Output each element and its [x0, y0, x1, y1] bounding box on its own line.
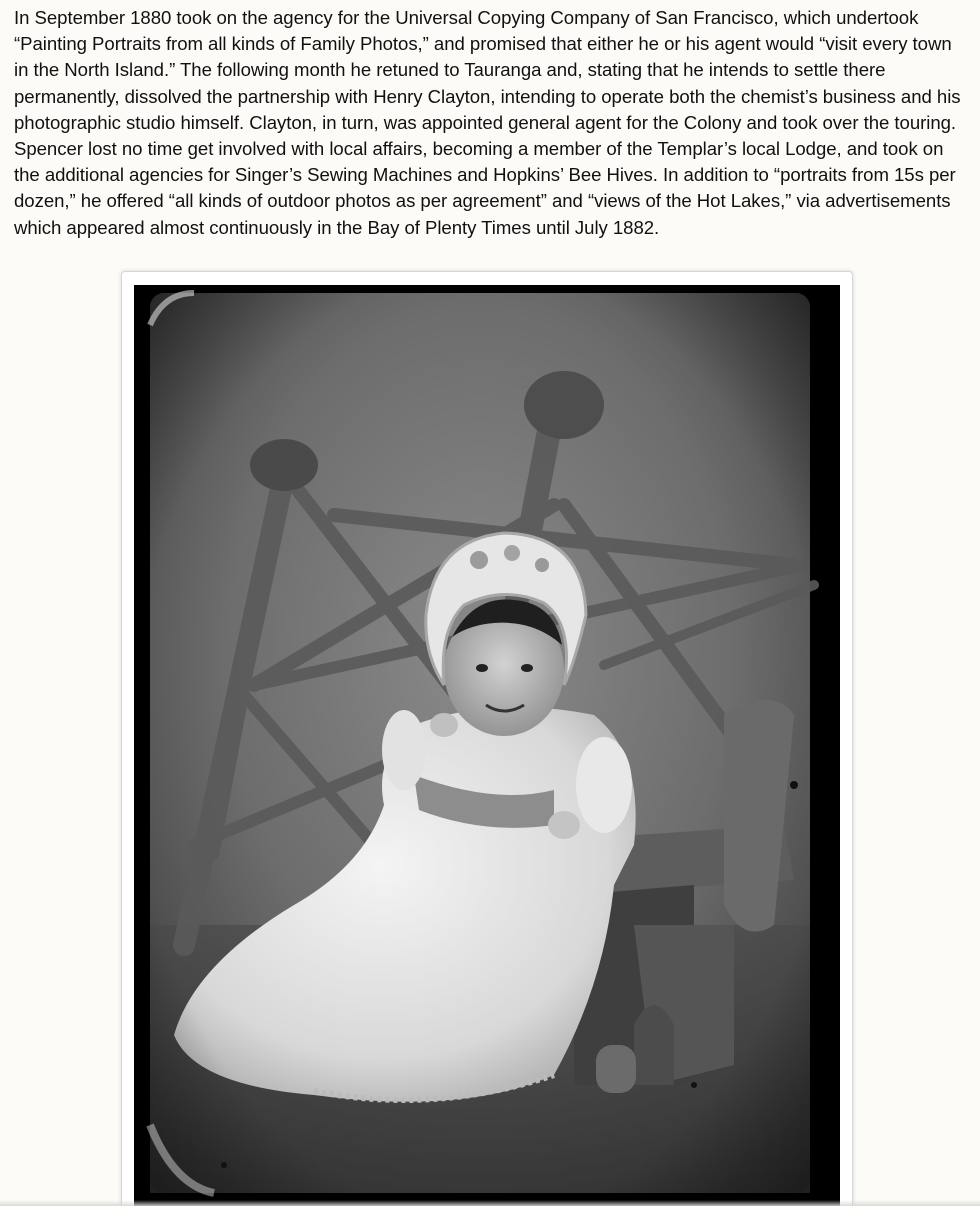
- portrait-photograph: [134, 285, 840, 1206]
- article-paragraph: In September 1880 took on the agency for the Universal Copying Company of San Francisco, which undertook “Painting Portraits from all kinds of Family Photos,” and promised that either he or his agent would “visit every town in the North Island.” The following month he retuned to Tauranga and, stating that he intends to settle there permanently, dissolved the partnership with Henry Clayton, intending to operate both the chemist’s business and his photographic studio himself. Clayton, in turn, was appointed general agent for the Colony and took over the touring. Spencer lost no time get involved with local affairs, becoming a member of the Templar’s local Lodge, and took on the additional agencies for Singer’s Sewing Machines and Hopkins’ Bee Hives. In addition to “portraits from 15s per dozen,” he offered “all kinds of outdoor photos as per agreement” and “views of the Hot Lakes,” via advertisements which appeared almost continuously in the Bay of Plenty Times until July 1882.: [14, 7, 961, 238]
- bottom-edge-shadow: [0, 1200, 980, 1206]
